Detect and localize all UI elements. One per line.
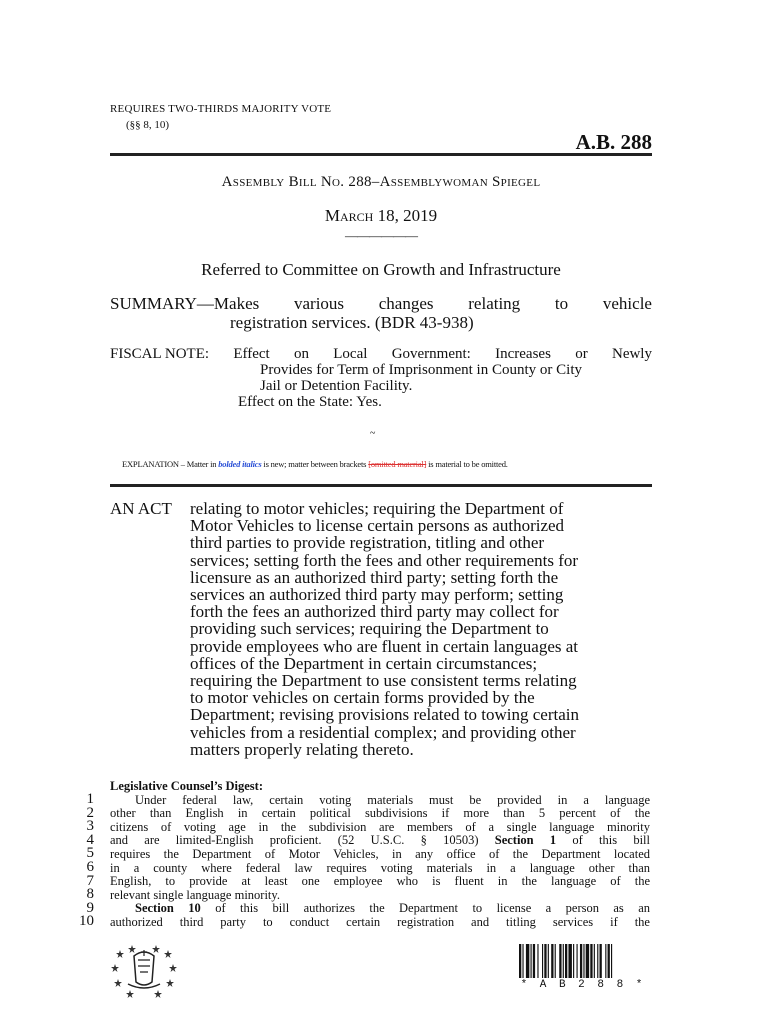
- legislative-digest: [110, 780, 650, 930]
- digest-line: [110, 834, 650, 848]
- header-rule: [110, 153, 652, 156]
- summary-word: SUMMARY—Makes: [110, 294, 260, 313]
- digest-line: citizens of voting age in the subdivision are members of a single language minority: [110, 819, 650, 834]
- fiscal-word: Increases: [495, 346, 551, 362]
- summary-word: to: [554, 294, 569, 313]
- fiscal-word: or: [575, 346, 588, 362]
- digest-text: of this bill authorizes the Department to license a person as an: [200, 901, 650, 916]
- summary-first-line: [110, 294, 652, 313]
- act-title: [110, 500, 650, 758]
- explanation-note: [122, 459, 508, 469]
- digest-line: Under federal law, certain voting materials must be provided in a language: [135, 792, 650, 807]
- act-line: services; setting forth the fees and other requirements for: [190, 550, 579, 570]
- line-number: 8: [86, 886, 94, 903]
- summary-word: changes: [378, 294, 434, 313]
- explanation-suffix: is material to be omitted.: [426, 459, 508, 469]
- line-number: 9: [86, 899, 94, 916]
- digest-line: relevant single language minority.: [110, 887, 280, 902]
- act-line: requiring the Department to use consistent terms relating: [190, 671, 577, 691]
- digest-line: English, to provide at least one employee who is fluent in the language of the: [110, 874, 650, 889]
- act-first-line: [110, 500, 650, 517]
- line-numbers: [70, 793, 94, 929]
- fiscal-word: FISCAL NOTE:: [110, 346, 210, 362]
- barcode-icon: [518, 944, 648, 978]
- bill-number: A.B. 288: [575, 130, 652, 154]
- fiscal-word: Local: [333, 346, 368, 362]
- line-number: 1: [86, 791, 94, 807]
- summary-word: relating: [468, 294, 521, 313]
- digest-line: authorized third party to conduct certain registration and titling services if the: [110, 914, 650, 929]
- fiscal-word: Effect: [233, 346, 270, 362]
- act-line: providing such services; requiring the Department to: [190, 619, 549, 639]
- bill-title: Assembly Bill No. 288–Assemblywoman Spiegel: [221, 174, 541, 190]
- digest-line: in a county where federal law requires voting materials in a language other than: [110, 860, 650, 875]
- digest-text: and are limited-English proficient. (52 U.S.C. § 10503): [110, 833, 495, 848]
- summary-word: vehicle: [602, 294, 652, 313]
- act-line: licensure as an authorized third party; setting forth the: [190, 567, 559, 587]
- line-number: 5: [86, 845, 94, 862]
- vote-requirement: REQUIRES TWO-THIRDS MAJORITY VOTE: [110, 103, 332, 115]
- line-number: 4: [86, 831, 94, 848]
- digest-text: of this bill: [556, 833, 651, 848]
- summary-word: various: [293, 294, 345, 313]
- summary: [110, 294, 652, 332]
- date-rule: ——————: [345, 228, 417, 243]
- state-seal-icon: [110, 942, 178, 1000]
- act-line: Department; revising provisions related to towing certain: [190, 705, 580, 725]
- act-line: matters properly relating thereto.: [190, 739, 414, 759]
- fiscal-line: Jail or Detention Facility.: [260, 378, 413, 394]
- line-number: 3: [86, 818, 94, 835]
- line-number: 7: [86, 872, 94, 889]
- section-divider: ~: [370, 428, 376, 439]
- barcode-label: * A B 2 8 8 *: [520, 979, 646, 991]
- fiscal-word: Newly: [611, 346, 652, 362]
- act-line: relating to motor vehicles; requiring the Department of: [190, 499, 564, 518]
- digest-title: Legislative Counsel’s Digest:: [110, 779, 263, 793]
- line-number: 2: [86, 804, 94, 821]
- act-line: to motor vehicles on certain forms provided by the: [190, 688, 535, 708]
- explanation-prefix: EXPLANATION – Matter in: [122, 459, 219, 469]
- explanation-middle: is new; matter between brackets: [261, 459, 369, 469]
- act-line: third parties to provide registration, titling and other: [190, 533, 545, 553]
- new-matter-sample: bolded italics: [218, 459, 262, 469]
- line-number: 10: [79, 913, 94, 930]
- omitted-matter-sample: [omitted material]: [368, 459, 427, 469]
- introduction-date: March 18, 2019: [324, 206, 438, 225]
- act-line: vehicles from a residential complex; and providing other: [190, 722, 576, 742]
- act-rule: [110, 484, 652, 487]
- act-label: AN ACT: [110, 499, 172, 518]
- digest-line: [110, 902, 650, 916]
- fiscal-first-line: [110, 346, 652, 362]
- act-line: Motor Vehicles to license certain persons as authorized: [190, 516, 565, 536]
- affected-sections: (§§ 8, 10): [126, 119, 170, 131]
- section-reference: Section 10: [135, 901, 201, 916]
- fiscal-word: on: [293, 346, 309, 362]
- fiscal-note: [110, 346, 652, 410]
- fiscal-state-effect: Effect on the State: Yes.: [238, 394, 382, 410]
- fiscal-line: Provides for Term of Imprisonment in County or City: [260, 362, 582, 378]
- line-number: 6: [86, 858, 94, 875]
- digest-line: requires the Department of Motor Vehicles, in any office of the Department located: [110, 846, 650, 861]
- committee-referral: Referred to Committee on Growth and Infrastructure: [201, 260, 561, 279]
- act-line: offices of the Department in certain circumstances;: [190, 653, 538, 673]
- act-line: provide employees who are fluent in certain languages at: [190, 636, 579, 656]
- summary-continuation: registration services. (BDR 43-938): [230, 313, 474, 332]
- section-reference: Section 1: [494, 833, 557, 848]
- fiscal-word: Government:: [391, 346, 471, 362]
- digest-line: other than English in certain political subdivisions if more than 5 percent of the: [110, 806, 650, 821]
- act-line: forth the fees an authorized third party may collect for: [190, 602, 559, 622]
- act-line: services an authorized third party may perform; setting: [190, 585, 564, 605]
